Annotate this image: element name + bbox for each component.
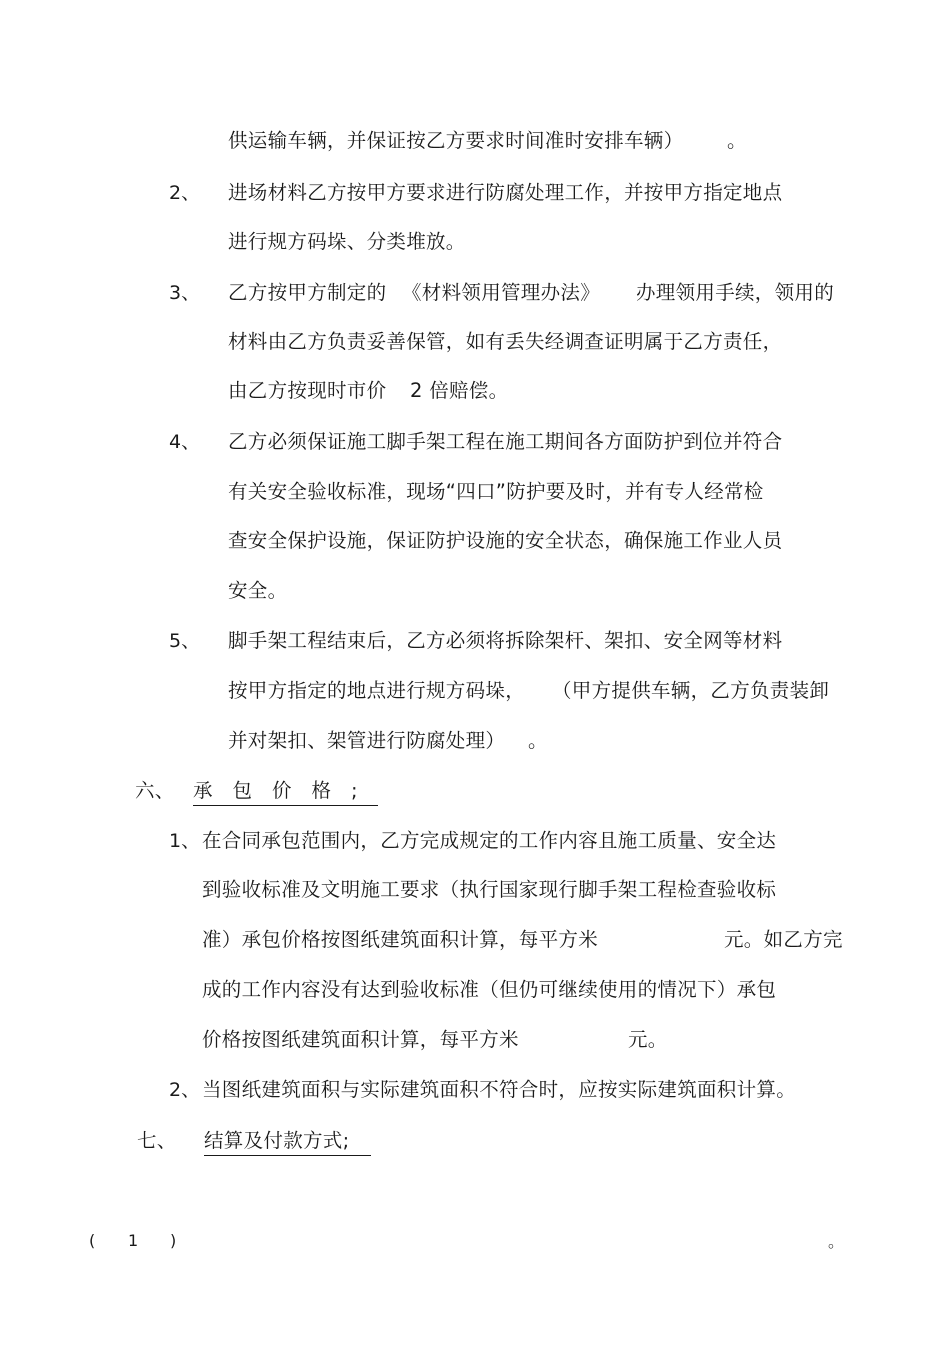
page-bracket-open: (	[89, 1231, 96, 1250]
clause-line: 当图纸建筑面积与实际建筑面积不符合时，应按实际建筑面积计算。	[202, 1078, 797, 1101]
clause-line: 元。如乙方完	[724, 928, 843, 951]
clause-line: 在合同承包范围内，乙方完成规定的工作内容且施工质量、安全达	[202, 829, 777, 852]
clause-line: 元。	[628, 1028, 668, 1051]
clause-line: 脚手架工程结束后，乙方必须将拆除架杆、架扣、安全网等材料	[228, 629, 783, 652]
clause-line: 安全。	[228, 579, 288, 602]
clause-line: 有关安全验收标准，现场“四口”防护要及时，并有专人经常检	[228, 480, 764, 503]
clause-line: 查安全保护设施，保证防护设施的安全状态，确保施工作业人员	[228, 529, 783, 552]
clause-line: 按甲方指定的地点进行规方码垛，	[228, 679, 526, 702]
clause-line: （甲方提供车辆，乙方负责装卸	[552, 679, 830, 702]
item-number: 2、	[169, 1079, 201, 1101]
page-bracket-close: )	[170, 1231, 177, 1250]
section-number: 七、	[137, 1129, 177, 1152]
clause-line-end: 。	[727, 129, 747, 152]
section-title: 结算及付款方式;	[204, 1128, 371, 1156]
item-number: 1、	[169, 830, 201, 852]
clause-line: 供运输车辆，并保证按乙方要求时间准时安排车辆）	[228, 129, 684, 152]
item-number: 5、	[169, 630, 201, 652]
clause-line: 进行规方码垛、分类堆放。	[228, 230, 466, 253]
clause-line: 乙方按甲方制定的	[228, 281, 387, 304]
clause-line: 乙方必须保证施工脚手架工程在施工期间各方面防护到位并符合	[228, 430, 783, 453]
document-reference: 《材料领用管理办法》	[402, 281, 601, 304]
section-number: 六、	[135, 779, 175, 802]
item-number: 4、	[169, 431, 201, 453]
clause-line: 并对架扣、架管进行防腐处理）	[228, 729, 506, 752]
clause-line: 由乙方按现时市价	[228, 379, 387, 402]
clause-line: 进场材料乙方按甲方要求进行防腐处理工作，并按甲方指定地点	[228, 181, 783, 204]
clause-line: 准）承包价格按图纸建筑面积计算，每平方米	[202, 928, 599, 951]
clause-line: 价格按图纸建筑面积计算，每平方米	[202, 1028, 519, 1051]
clause-line: 到验收标准及文明施工要求（执行国家现行脚手架工程检查验收标	[202, 878, 777, 901]
clause-line-end: 。	[528, 729, 548, 752]
item-number: 2、	[169, 182, 201, 204]
clause-line: 办理领用手续，领用的	[636, 281, 835, 304]
page-number: 1	[128, 1231, 139, 1250]
clause-line: 成的工作内容没有达到验收标准（但仍可继续使用的情况下）承包	[202, 978, 777, 1001]
item-number: 3、	[169, 282, 201, 304]
clause-line: 2 倍赔偿。	[410, 379, 509, 402]
section-title: 承包价格;	[193, 778, 378, 806]
clause-line: 材料由乙方负责妥善保管，如有丢失经调查证明属于乙方责任，	[228, 330, 783, 353]
footer-end-mark: 。	[828, 1232, 845, 1251]
